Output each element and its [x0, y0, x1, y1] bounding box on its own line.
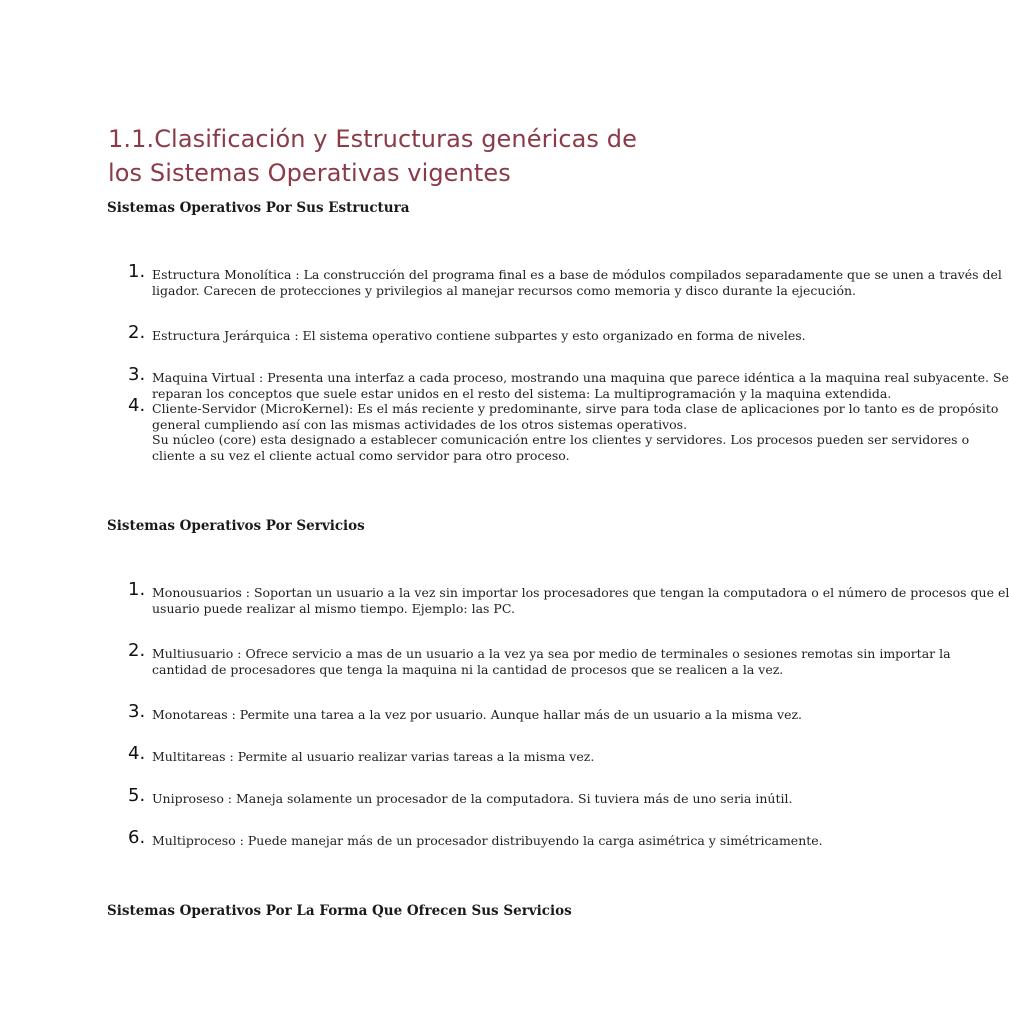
list-text — [152, 267, 1002, 298]
text-line: Su núcleo (core) esta designado a establecer comunicación entre los clientes y servidores. Los procesos pueden ser servidores o — [152, 432, 970, 447]
list-number: 3. — [128, 364, 146, 385]
list-number: 3. — [128, 701, 146, 722]
text-line: Monotareas : Permite una tarea a la vez por usuario. Aunque hallar más de un usuario a la misma vez. — [152, 707, 803, 722]
list-number: 4. — [128, 743, 146, 764]
text-line: cantidad de procesadores que tenga la maquina ni la cantidad de procesos que se realicen a la vez. — [152, 661, 784, 677]
list-number: 4. — [128, 395, 146, 416]
list-number: 6. — [128, 827, 146, 848]
list-text — [152, 585, 1009, 616]
list-text — [152, 401, 998, 463]
list-item — [128, 364, 1009, 401]
list-text — [152, 646, 951, 677]
text-line: general cumpliendo así con las mismas actividades de los otros sistemas operativos. — [152, 416, 688, 432]
list-text — [152, 707, 802, 723]
page-title — [108, 122, 748, 190]
list-number: 5. — [128, 785, 146, 806]
text-line: cliente a su vez el cliente actual como servidor para otro proceso. — [152, 447, 570, 463]
text-line: Cliente-Servidor (MicroKernel): Es el más reciente y predominante, sirve para toda clase de aplicaciones por lo tanto es de propósito — [152, 401, 999, 416]
list-item — [128, 640, 951, 677]
text-line: reparan los conceptos que suele estar unidos en el resto del sistema: La multiprogramación y la maquina extendida. — [152, 385, 892, 401]
section-heading-servicios: Sistemas Operativos Por Servicios — [107, 518, 365, 534]
list-text — [152, 370, 1009, 401]
title-line-1: 1.1.Clasificación y Estructuras genéricas de — [108, 125, 637, 153]
text-line: Multiproceso : Puede manejar más de un procesador distribuyendo la carga asimétrica y simétricamente. — [152, 833, 823, 848]
list-text — [152, 791, 792, 807]
section-heading-estructura: Sistemas Operativos Por Sus Estructura — [107, 200, 410, 216]
list-text — [152, 833, 823, 849]
text-line: ligador. Carecen de protecciones y privilegios al manejar recursos como memoria y disco durante la ejecución. — [152, 282, 857, 298]
text-line: Maquina Virtual : Presenta una interfaz a cada proceso, mostrando una maquina que parece idéntica a la maquina real subyacente. Se — [152, 370, 1009, 385]
text-line: Multitareas : Permite al usuario realizar varias tareas a la misma vez. — [152, 749, 595, 764]
list-item — [128, 701, 828, 723]
list-number: 2. — [128, 640, 146, 661]
title-line-2: los Sistemas Operativas vigentes — [108, 159, 511, 187]
list-item — [128, 261, 1002, 298]
text-line: Multiusuario : Ofrece servicio a mas de un usuario a la vez ya sea por medio de terminales o sesiones remotas sin importar la — [152, 646, 951, 661]
list-item — [128, 395, 999, 463]
section-heading-forma-servicios: Sistemas Operativos Por La Forma Que Ofrecen Sus Servicios — [107, 903, 572, 919]
list-item — [128, 785, 828, 807]
text-line: usuario puede realizar al mismo tiempo. Ejemplo: las PC. — [152, 600, 515, 616]
list-item — [128, 743, 828, 765]
list-text — [152, 749, 594, 765]
list-item — [128, 322, 828, 344]
list-item — [128, 827, 828, 849]
text-line: Estructura Jerárquica : El sistema operativo contiene subpartes y esto organizado en forma de niveles. — [152, 328, 806, 343]
text-line: Uniproseso : Maneja solamente un procesador de la computadora. Si tuviera más de uno seria inútil. — [152, 791, 793, 806]
list-item — [128, 579, 1009, 616]
text-line: Monousuarios : Soportan un usuario a la vez sin importar los procesadores que tengan la computadora o el número de procesos que el — [152, 585, 1009, 600]
list-number: 2. — [128, 322, 146, 343]
list-number: 1. — [128, 579, 146, 600]
text-line: Estructura Monolítica : La construcción del programa final es a base de módulos compilados separadamente que se unen a través del — [152, 267, 1002, 282]
list-text — [152, 328, 806, 344]
list-number: 1. — [128, 261, 146, 282]
